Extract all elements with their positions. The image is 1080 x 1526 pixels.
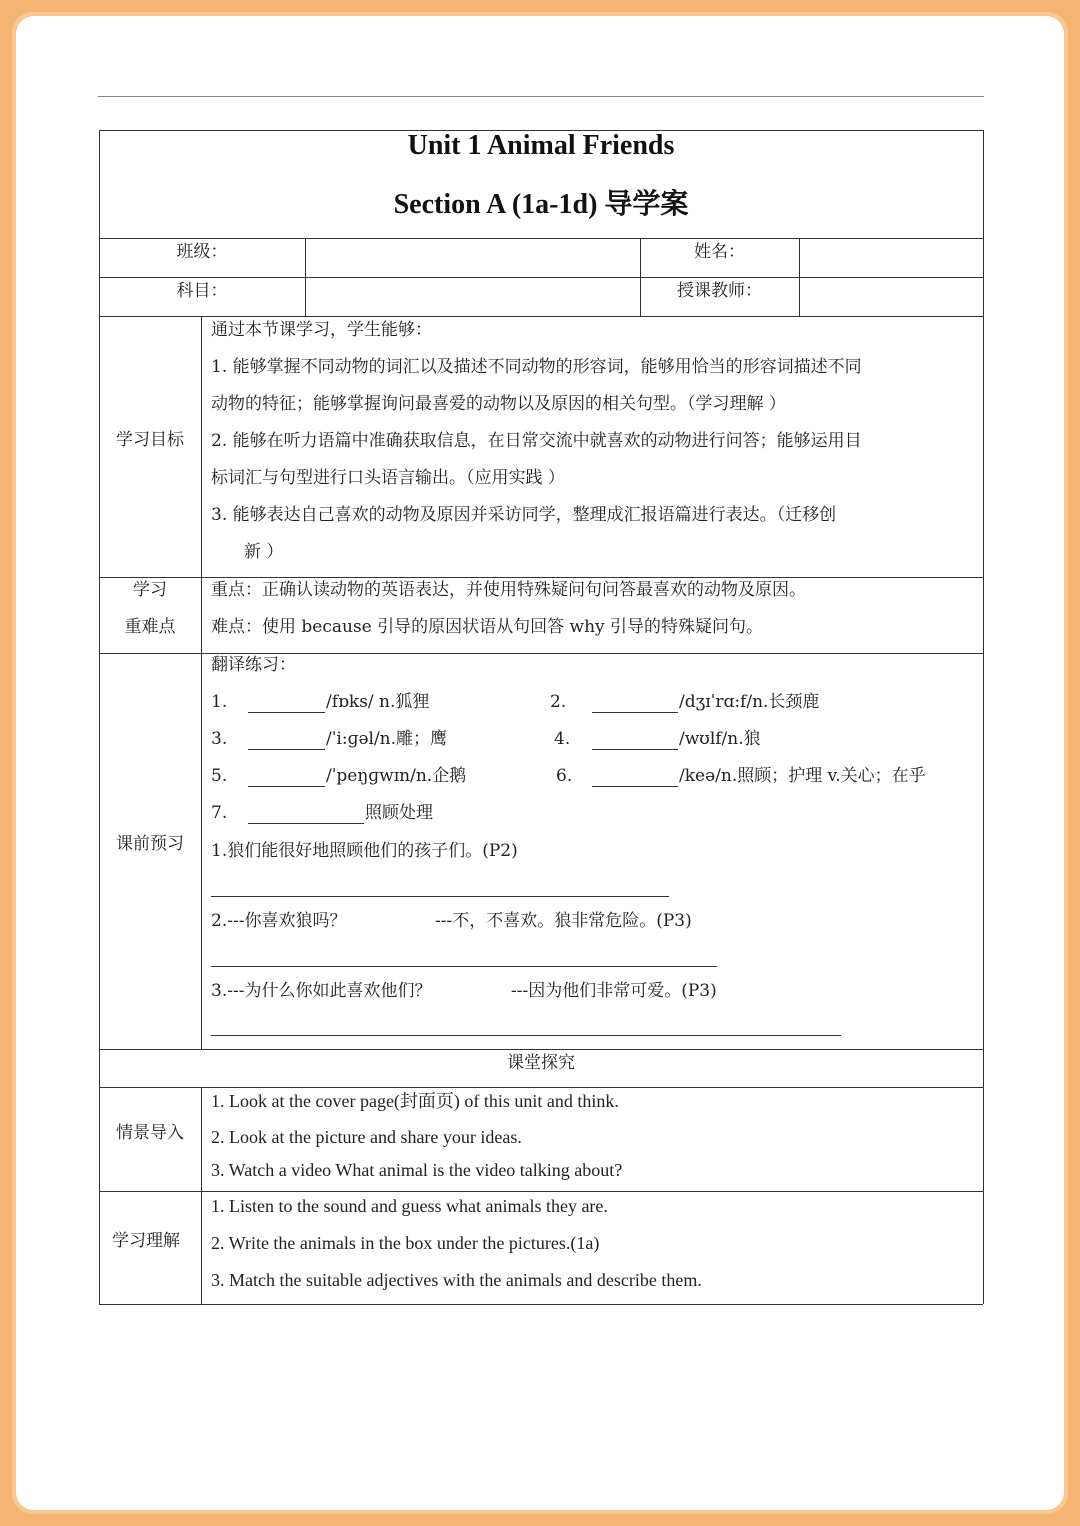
leadin-item: 1. Look at the cover page(封面页) of this unit and think.	[211, 1091, 619, 1111]
keypoints-label-2: 重难点	[124, 617, 176, 637]
understanding-item: 2. Write the animals in the box under the pictures.(1a)	[211, 1233, 600, 1253]
keypoints-difficulty: 难点：使用 because 引导的原因状语从句回答 why 引导的特殊疑问句。	[211, 617, 764, 637]
vocab-text: /dʒɪˈrɑ:f/n.长颈鹿	[679, 692, 820, 712]
table-rule	[201, 1087, 202, 1304]
vocab-number: 1.	[211, 692, 228, 712]
sentence-response: ---不，不喜欢。狼非常危险。(P3)	[435, 911, 692, 931]
understanding-item: 1. Listen to the sound and guess what animals they are.	[211, 1196, 608, 1216]
table-rule	[99, 277, 983, 278]
sentence-answer-line[interactable]	[211, 966, 717, 967]
objective-line: 3. 能够表达自己喜欢的动物及原因并采访同学，整理成汇报语篇进行表达。（迁移创	[211, 505, 837, 525]
table-rule	[799, 238, 800, 316]
preview-label: 课前预习	[116, 834, 184, 854]
translate-heading: 翻译练习：	[211, 655, 296, 675]
vocab-text: /keə/n.照顾；护理 v.关心；在乎	[679, 766, 926, 786]
vocab-blank[interactable]	[592, 712, 678, 713]
sentence-answer-line[interactable]	[211, 896, 669, 897]
objective-line: 标词汇与句型进行口头语言输出。（应用实践 ）	[211, 468, 565, 488]
table-rule	[99, 1049, 983, 1050]
sentence-prompt: 1.狼们能很好地照顾他们的孩子们。(P2)	[211, 841, 518, 861]
table-rule	[99, 238, 983, 239]
understanding-item: 3. Match the suitable adjectives with the animals and describe them.	[211, 1270, 702, 1290]
objective-line: 1. 能够掌握不同动物的词汇以及描述不同动物的形容词，能够用恰当的形容词描述不同	[211, 357, 862, 377]
subject-label: 科目：	[176, 281, 228, 301]
vocab-number: 7.	[211, 803, 228, 823]
vocab-blank[interactable]	[248, 712, 325, 713]
vocab-number: 5.	[211, 766, 228, 786]
objectives-intro: 通过本节课学习，学生能够：	[211, 320, 432, 340]
name-label: 姓名：	[694, 242, 745, 262]
leadin-item: 2. Look at the picture and share your ideas.	[211, 1127, 522, 1147]
table-border-bottom	[99, 1304, 983, 1305]
vocab-text: 照顾处理	[365, 803, 433, 823]
objective-line: 动物的特征；能够掌握询问最喜爱的动物以及原因的相关句型。（学习理解 ）	[211, 394, 786, 414]
keypoints-label-1: 学习	[133, 580, 167, 600]
sentence-prompt: 3.---为什么你如此喜欢他们？	[211, 981, 432, 1001]
explore-heading: 课堂探究	[507, 1053, 575, 1073]
leadin-label: 情景导入	[116, 1123, 184, 1143]
vocab-text: /fɒks/ n.狐狸	[326, 692, 430, 712]
table-rule	[99, 577, 983, 578]
class-label: 班级：	[176, 242, 228, 262]
vocab-blank[interactable]	[592, 749, 678, 750]
table-rule	[305, 238, 306, 316]
leadin-item: 3. Watch a video What animal is the video talking about?	[211, 1160, 623, 1180]
vocab-blank[interactable]	[592, 786, 678, 787]
vocab-number: 3.	[211, 729, 228, 749]
table-border-right	[983, 130, 984, 1304]
objectives-label: 学习目标	[116, 430, 184, 450]
table-rule	[99, 316, 983, 317]
table-rule	[201, 316, 202, 1049]
teacher-label: 授课教师：	[677, 281, 762, 301]
sentence-prompt: 2.---你喜欢狼吗？	[211, 911, 347, 931]
vocab-text: /ˈi:ɡəl/n.雕；鹰	[326, 729, 448, 749]
vocab-blank[interactable]	[248, 749, 325, 750]
vocab-number: 2.	[550, 692, 567, 712]
page-title: Unit 1 Animal Friends	[407, 130, 675, 161]
sentence-response: ---因为他们非常可爱。(P3)	[511, 981, 717, 1001]
objective-line: 新 ）	[244, 542, 284, 562]
vocab-blank[interactable]	[248, 786, 325, 787]
table-rule	[99, 1087, 983, 1088]
objective-line: 2. 能够在听力语篇中准确获取信息，在日常交流中就喜欢的动物进行问答；能够运用目	[211, 431, 862, 451]
sentence-answer-line[interactable]	[211, 1035, 841, 1036]
vocab-text: /wʊlf/n.狼	[679, 729, 761, 749]
keypoints-focus: 重点：正确认读动物的英语表达，并使用特殊疑问句问答最喜欢的动物及原因。	[211, 580, 806, 600]
understanding-label: 学习理解	[112, 1231, 180, 1251]
page-subtitle: Section A (1a-1d) 导学案	[393, 189, 689, 220]
header-rule	[98, 96, 984, 97]
table-rule	[99, 1191, 983, 1192]
vocab-number: 4.	[554, 729, 571, 749]
vocab-text: /ˈpeŋɡwɪn/n.企鹅	[326, 766, 467, 786]
vocab-number: 6.	[556, 766, 573, 786]
vocab-blank[interactable]	[248, 823, 364, 824]
